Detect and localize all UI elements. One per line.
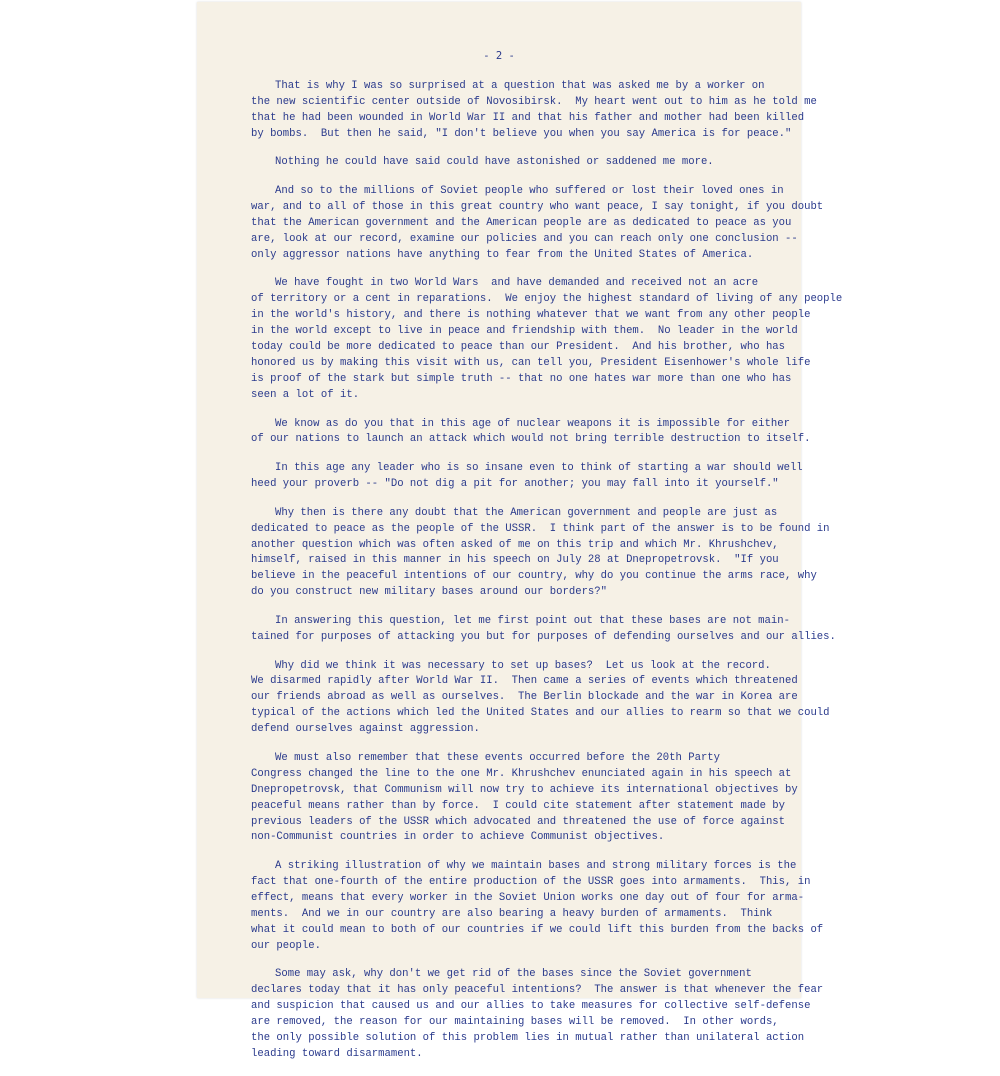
paragraph <box>251 751 798 846</box>
text-line: tained for purposes of attacking you but for purposes of defending ourselves and our allies. <box>251 630 836 643</box>
text-line: are removed, the reason for our maintaining bases will be removed. In other words, <box>251 1016 779 1029</box>
paragraph <box>251 79 817 143</box>
text-line: honored us by making this visit with us, can tell you, President Eisenhower's whole life <box>251 356 811 369</box>
paragraph <box>251 276 843 403</box>
text-line: heed your proverb -- "Do not dig a pit for another; you may fall into it yourself." <box>251 478 779 491</box>
text-line: believe in the peaceful intentions of our country, why do you continue the arms race, why <box>251 570 817 583</box>
paragraph <box>251 859 824 954</box>
text-line: non-Communist countries in order to achieve Communist objectives. <box>251 831 665 844</box>
text-line: defend ourselves against aggression. <box>251 723 480 736</box>
text-line: that he had been wounded in World War II and that his father and mother had been killed <box>251 111 805 124</box>
text-line: We have fought in two World Wars and have demanded and received not an acre <box>275 277 759 290</box>
text-line: of our nations to launch an attack which would not bring terrible destruction to itself. <box>251 433 811 446</box>
paragraph <box>251 155 765 171</box>
text-line: In this age any leader who is so insane even to think of starting a war should well <box>275 462 803 475</box>
document-page <box>197 2 843 1060</box>
text-line: leading toward disarmament. <box>251 1047 423 1060</box>
text-line: Some may ask, why don't we get rid of the bases since the Soviet government <box>275 968 752 981</box>
text-line: in the world's history, and there is nothing whatever that we want from any other people <box>251 309 811 322</box>
paragraph <box>251 659 830 739</box>
text-line: do you construct new military bases around our borders?" <box>251 586 608 599</box>
paragraph <box>251 461 803 493</box>
text-line: Nothing he could have said could have astonished or saddened me more. <box>275 156 714 169</box>
paragraph <box>251 506 830 601</box>
text-line: In answering this question, let me first point out that these bases are not main- <box>275 614 790 627</box>
text-line: seen a lot of it. <box>251 388 360 401</box>
text-line: our friends abroad as well as ourselves. The Berlin blockade and the war in Korea are <box>251 691 798 704</box>
paragraph <box>251 417 811 449</box>
text-line: That is why I was so surprised at a question that was asked me by a worker on <box>275 80 765 92</box>
text-line: We know as do you that in this age of nuclear weapons it is impossible for either <box>275 417 790 430</box>
text-line: previous leaders of the USSR which advocated and threatened the use of force against <box>251 815 786 828</box>
text-line: peaceful means rather than by force. I could cite statement after statement made by <box>251 799 786 812</box>
paragraph <box>251 614 836 646</box>
text-line: A striking illustration of why we maintain bases and strong military forces is the <box>275 860 797 873</box>
text-line: We must also remember that these events occurred before the 20th Party <box>275 751 721 764</box>
text-line: war, and to all of those in this great country who want peace, I say tonight, if you doubt <box>251 201 824 214</box>
text-line: only aggressor nations have anything to fear from the United States of America. <box>251 248 754 261</box>
text-line: by bombs. But then he said, "I don't believe you when you say America is for peace." <box>251 127 792 140</box>
text-line: the only possible solution of this problem lies in mutual rather than unilateral action <box>251 1031 805 1044</box>
text-line: today could be more dedicated to peace than our President. And his brother, who has <box>251 341 786 354</box>
text-line: We disarmed rapidly after World War II. Then came a series of events which threatened <box>251 675 798 688</box>
text-line: effect, means that every worker in the Soviet Union works one day out of four for arma- <box>251 891 805 904</box>
text-line: is proof of the stark but simple truth -- that no one hates war more than one who has <box>251 372 792 385</box>
text-line: our people. <box>251 939 321 952</box>
text-line: typical of the actions which led the United States and our allies to rearm so that we could <box>251 707 830 720</box>
text-line: in the world except to live in peace and friendship with them. No leader in the world <box>251 325 798 338</box>
text-line: fact that one-fourth of the entire production of the USSR goes into armaments. This, in <box>251 876 811 889</box>
text-line: declares today that it has only peaceful intentions? The answer is that whenever the fear <box>251 984 824 997</box>
text-line: himself, raised in this manner in his speech on July 28 at Dnepropetrovsk. "If you <box>251 554 779 567</box>
text-line: And so to the millions of Soviet people who suffered or lost their loved ones in <box>275 185 784 198</box>
page-number: - 2 - <box>483 50 515 62</box>
paragraph <box>251 967 824 1062</box>
text-line: and suspicion that caused us and our allies to take measures for collective self-defense <box>251 1000 811 1013</box>
text-line: another question which was often asked of me on this trip and which Mr. Khrushchev, <box>251 538 779 551</box>
text-line: Congress changed the line to the one Mr. Khrushchev enunciated again in his speech at <box>251 767 792 780</box>
text-line: Why then is there any doubt that the American government and people are just as <box>275 506 778 519</box>
document-body <box>251 79 843 1076</box>
text-line: that the American government and the American people are as dedicated to peace as you <box>251 216 792 229</box>
text-line: are, look at our record, examine our policies and you can reach only one conclusion -- <box>251 232 798 245</box>
text-line: ments. And we in our country are also bearing a heavy burden of armaments. Think <box>251 907 773 920</box>
text-line: of territory or a cent in reparations. We enjoy the highest standard of living of any people <box>251 293 843 306</box>
text-line: dedicated to peace as the people of the USSR. I think part of the answer is to be found in <box>251 522 830 535</box>
text-line: the new scientific center outside of Novosibirsk. My heart went out to him as he told me <box>251 95 817 108</box>
text-line: Dnepropetrovsk, that Communism will now try to achieve its international objectives by <box>251 783 798 796</box>
text-line: what it could mean to both of our countries if we could lift this burden from the backs of <box>251 923 824 936</box>
text-line: Why did we think it was necessary to set up bases? Let us look at the record. <box>275 659 771 672</box>
paragraph <box>251 184 824 264</box>
